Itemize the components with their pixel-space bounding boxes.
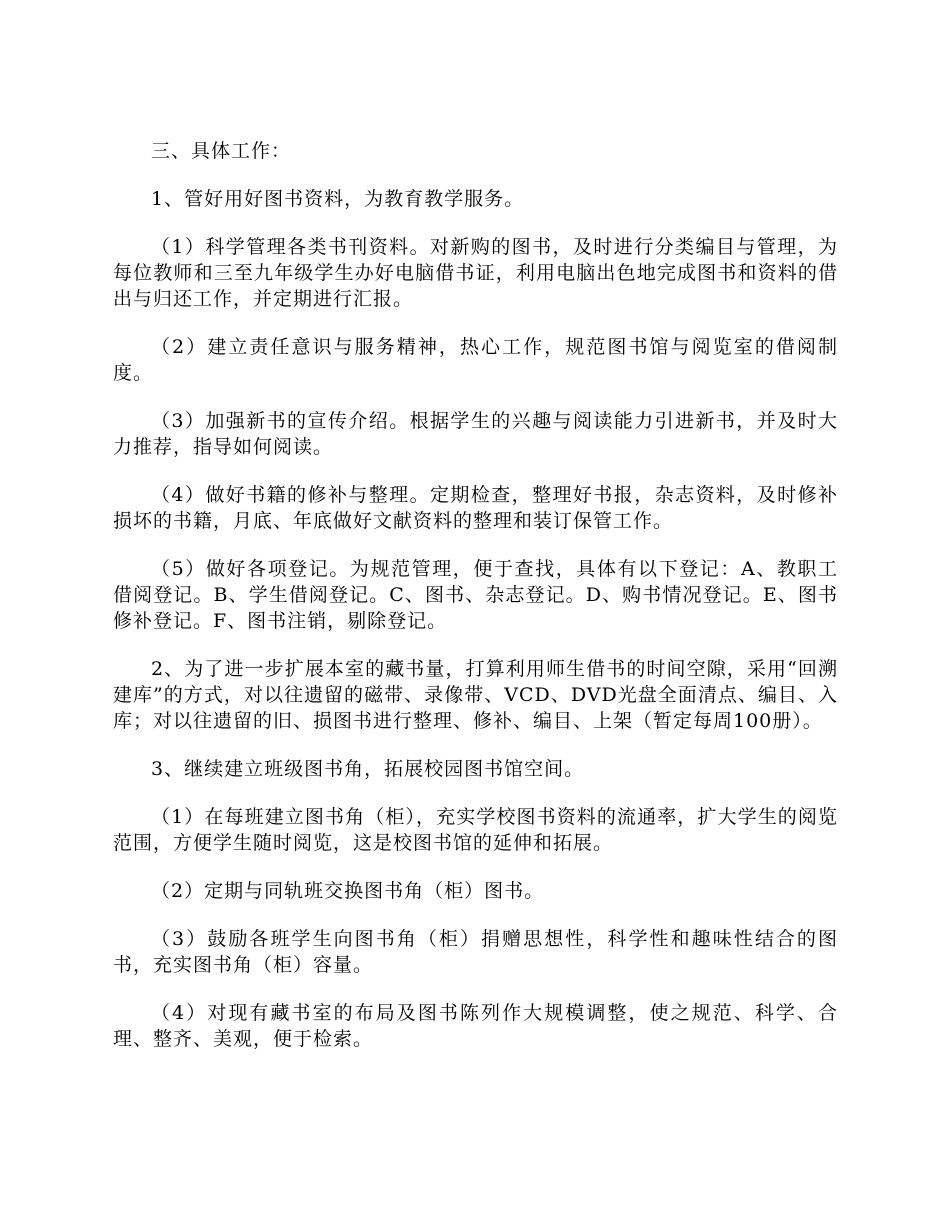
- paragraph: （3）加强新书的宣传介绍。根据学生的兴趣与阅读能力引进新书，并及时大力推荐，指导如何阅读。: [113, 410, 838, 458]
- paragraph: （3）鼓励各班学生向图书角（柜）捐赠思想性，科学性和趣味性结合的图书，充实图书角（柜）容量。: [113, 928, 838, 976]
- paragraph: （1）科学管理各类书刊资料。对新购的图书，及时进行分类编目与管理，为每位教师和三至九年级学生办好电脑借书证，利用电脑出色地完成图书和资料的借出与归还工作，并定期进行汇报。: [113, 236, 838, 310]
- paragraph: （4）做好书籍的修补与整理。定期检查，整理好书报，杂志资料，及时修补损坏的书籍，月底、年底做好文献资料的整理和装订保管工作。: [113, 484, 838, 532]
- paragraph: （4）对现有藏书室的布局及图书陈列作大规模调整，使之规范、科学、合理、整齐、美观，便于检索。: [113, 1002, 838, 1050]
- paragraph: （2）建立责任意识与服务精神，热心工作，规范图书馆与阅览室的借阅制度。: [113, 336, 838, 384]
- section-heading: 三、具体工作：: [151, 140, 292, 162]
- paragraph: 3、继续建立班级图书角，拓展校园图书馆空间。: [151, 758, 585, 780]
- paragraph: 2、为了进一步扩展本室的藏书量，打算利用师生借书的时间空隙，采用“回溯建库”的方式，对以往遗留的磁带、录像带、VCD、DVD光盘全面清点、编目、入库；对以往遗留的旧、损图书进行整理、修补、编目、上架（暂定每周100册）。: [113, 658, 838, 732]
- paragraph: 1、管好用好图书资料，为教育教学服务。: [151, 188, 525, 210]
- paragraph: （1）在每班建立图书角（柜），充实学校图书资料的流通率，扩大学生的阅览范围，方便学生随时阅览，这是校图书馆的延伸和拓展。: [113, 806, 838, 854]
- paragraph: （5）做好各项登记。为规范管理，便于查找，具体有以下登记：A、教职工借阅登记。B、学生借阅登记。C、图书、杂志登记。D、购书情况登记。E、图书修补登记。F、图书注销，剔除登记。: [113, 558, 838, 632]
- paragraph: （2）定期与同轨班交换图书角（柜）图书。: [151, 880, 545, 902]
- document-body: [113, 138, 838, 1074]
